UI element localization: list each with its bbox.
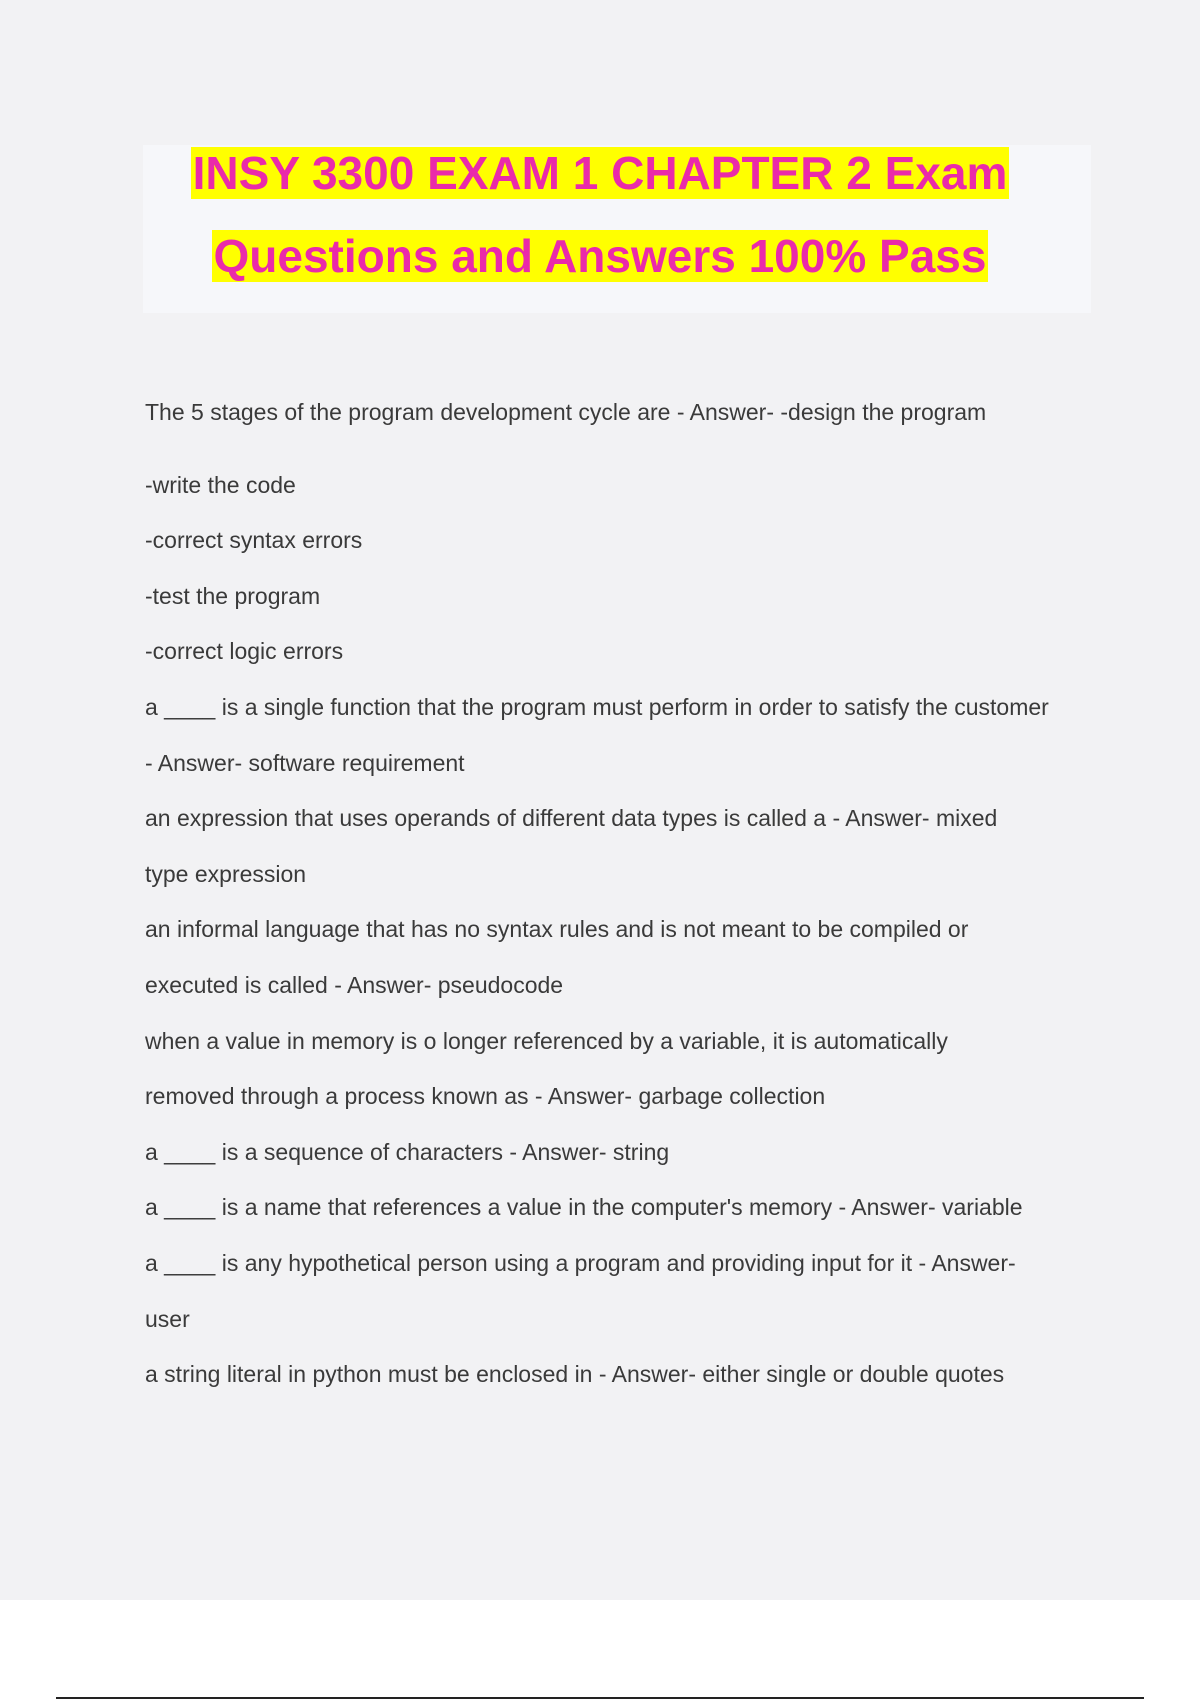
body-line: The 5 stages of the program development cycle are - Answer- -design the program — [145, 399, 987, 425]
body-line: a ____ is a single function that the program must perform in order to satisfy the customer — [145, 694, 1049, 720]
body-line: user — [145, 1306, 190, 1332]
body-line: a ____ is a name that references a value in the computer's memory - Answer- variable — [145, 1194, 1023, 1220]
body-line: -write the code — [145, 472, 296, 498]
body-line: a ____ is any hypothetical person using a program and providing input for it - Answer- — [145, 1250, 1016, 1276]
body-line: - Answer- software requirement — [145, 750, 465, 776]
body-line: an expression that uses operands of different data types is called a - Answer- mixed — [145, 805, 998, 831]
body-line: an informal language that has no syntax rules and is not meant to be compiled or — [145, 916, 969, 942]
body-line: a string literal in python must be enclosed in - Answer- either single or double quotes — [145, 1361, 1005, 1387]
body-line: a ____ is a sequence of characters - Answer- string — [145, 1139, 670, 1165]
body-line: -correct syntax errors — [145, 527, 363, 553]
body-line: -test the program — [145, 583, 321, 609]
title-highlight-1: INSY 3300 EXAM 1 CHAPTER 2 Exam — [192, 147, 1008, 199]
body-line: when a value in memory is o longer referenced by a variable, it is automatically — [145, 1028, 948, 1054]
title-highlight-2: Questions and Answers 100% Pass — [213, 230, 987, 282]
document-title-line-1 — [0, 145, 1200, 201]
document-title-line-2 — [0, 228, 1200, 284]
body-line: executed is called - Answer- pseudocode — [145, 972, 564, 998]
body-line: removed through a process known as - Answer- garbage collection — [145, 1083, 826, 1109]
footer-divider — [56, 1697, 1144, 1699]
body-line: type expression — [145, 861, 307, 887]
body-line: -correct logic errors — [145, 638, 344, 664]
